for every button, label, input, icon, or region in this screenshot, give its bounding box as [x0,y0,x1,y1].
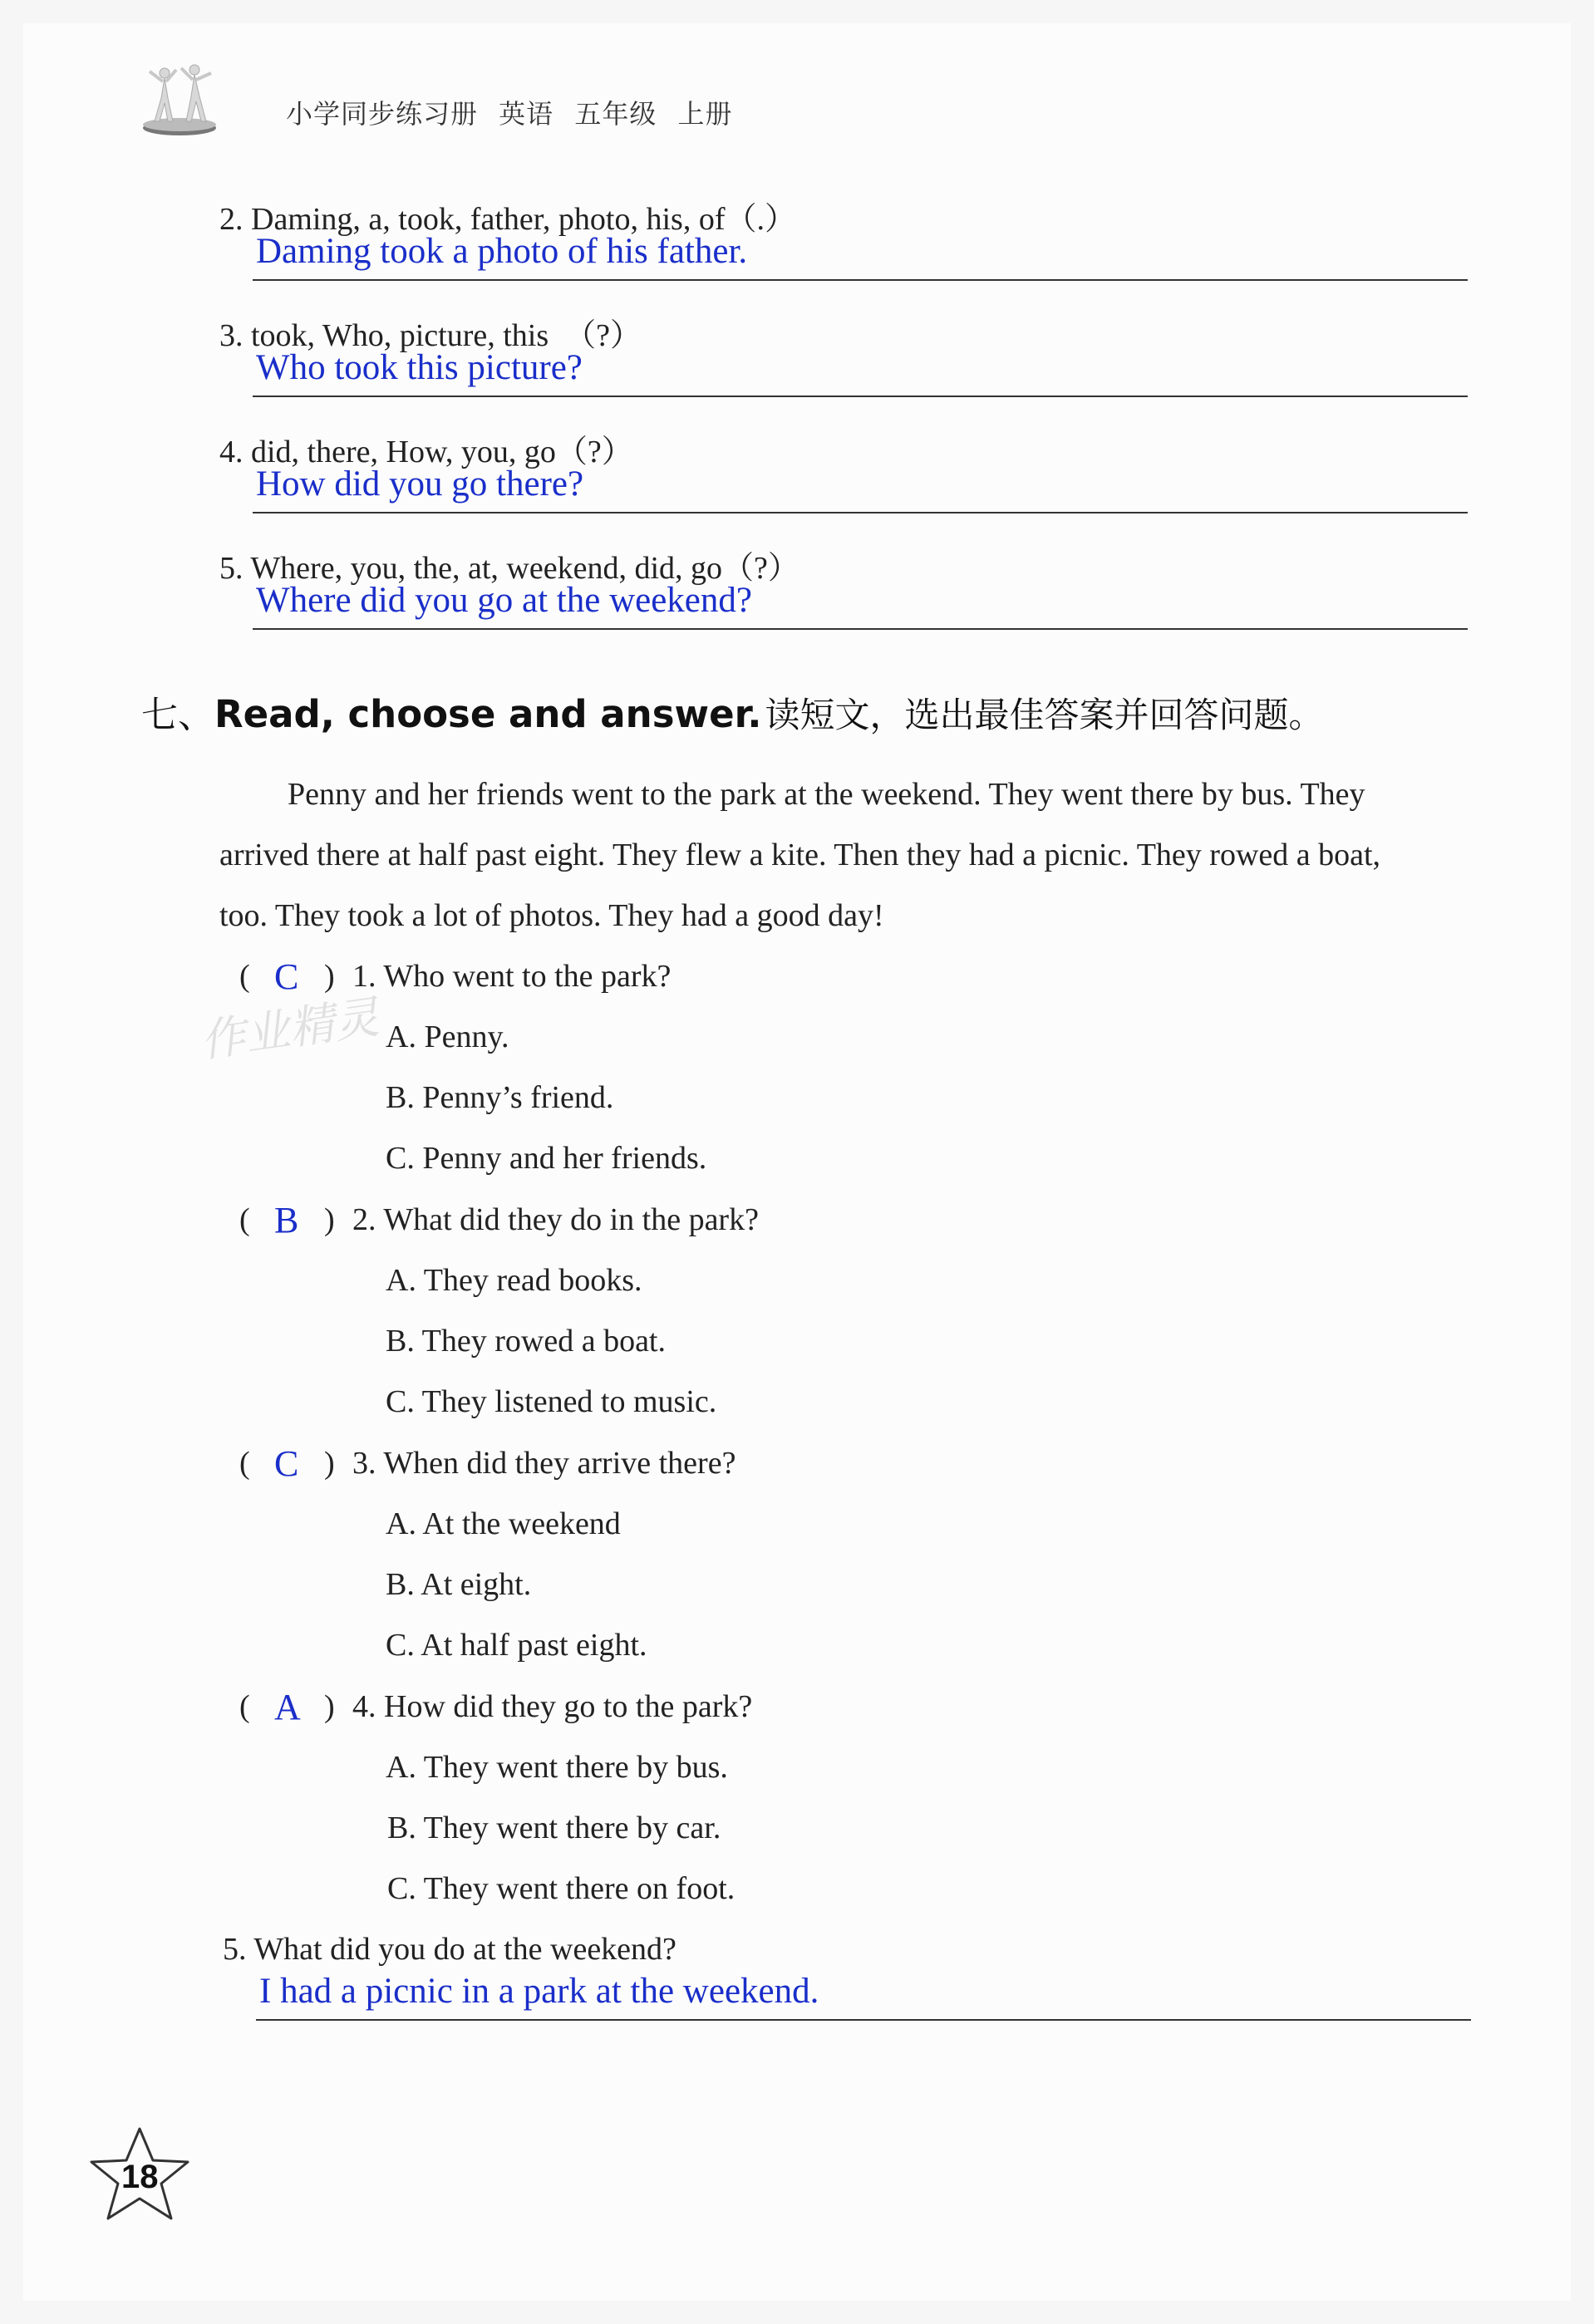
question-1-option-b: B. Penny’s friend. [386,1080,614,1115]
question-3-option-b: B. At eight. [386,1567,532,1602]
dancers-logo-icon [140,61,223,138]
section-7-heading [141,685,1323,738]
question-4-option-b: B. They went there by car. [387,1811,721,1845]
question-1-text: 1. Who went to the park? [352,959,672,994]
answer-bracket-close: ) [324,1689,335,1724]
answer-bracket-open: ( [239,1446,250,1481]
watermark: 作业精灵 [197,990,382,1068]
answer-bracket-close: ) [324,1202,335,1237]
answer-bracket-open: ( [239,1689,250,1724]
page-number: 18 [121,2159,159,2195]
passage-line-2: arrived there at half past eight. They flew a kite. Then they had a picnic. They rowed a boat, [219,838,1381,872]
question-3-text: 3. When did they arrive there? [352,1446,736,1481]
question-1-choice: C [274,956,299,997]
item-3-answer: Who took this picture? [256,348,583,387]
question-2-option-a: A. They read books. [386,1263,642,1298]
question-3-option-a: A. At the weekend [386,1506,621,1541]
question-2-text: 2. What did they do in the park? [352,1202,759,1237]
question-2-option-b: B. They rowed a boat. [386,1324,666,1359]
passage-line-1: Penny and her friends went to the park at the weekend. They went there by bus. They [288,777,1365,812]
answer-line [253,279,1468,281]
question-2-choice: B [274,1200,299,1241]
question-2-option-c: C. They listened to music. [386,1384,717,1419]
answer-bracket-open: ( [239,1202,250,1237]
section-title-cn: 读短文，选出最佳答案并回答问题。 [765,695,1324,735]
question-3-option-c: C. At half past eight. [386,1628,647,1663]
item-5-prompt: 5. Where, you, the, at, weekend, did, go（?） [219,551,799,586]
item-2-prompt: 2. Daming, a, took, father, photo, his, of（.） [219,202,796,237]
section-number: 七、 [141,694,214,736]
question-1-option-a: A. Penny. [386,1020,509,1054]
section-title: Read, choose and answer. [214,692,762,736]
item-3-prompt: 3. took, Who, picture, this （?） [219,318,642,353]
answer-line [256,2019,1471,2021]
answer-line [253,396,1468,397]
answer-bracket-close: ) [324,959,335,994]
question-3-choice: C [274,1443,299,1484]
open-question-answer: I had a picnic in a park at the weekend. [259,1972,819,2011]
question-4-option-c: C. They went there on foot. [387,1871,736,1906]
item-4-answer: How did you go there? [256,464,584,504]
answer-bracket-close: ) [324,1446,335,1481]
question-4-text: 4. How did they go to the park? [352,1689,753,1724]
question-4-choice: A [274,1687,301,1727]
question-4-option-a: A. They went there by bus. [386,1750,728,1785]
header-title: 小学同步练习册 英语 五年级 上册 [286,98,733,130]
question-1-option-c: C. Penny and her friends. [386,1141,707,1176]
open-question-prompt: 5. What did you do at the weekend? [223,1932,676,1967]
answer-line [253,628,1468,630]
item-4-prompt: 4. did, there, How, you, go（?） [219,435,633,469]
item-2-answer: Daming took a photo of his father. [256,232,748,271]
item-5-answer: Where did you go at the weekend? [256,581,752,620]
answer-bracket-open: ( [239,959,250,994]
passage-line-3: too. They took a lot of photos. They had a good day! [219,898,884,933]
answer-line [253,512,1468,513]
